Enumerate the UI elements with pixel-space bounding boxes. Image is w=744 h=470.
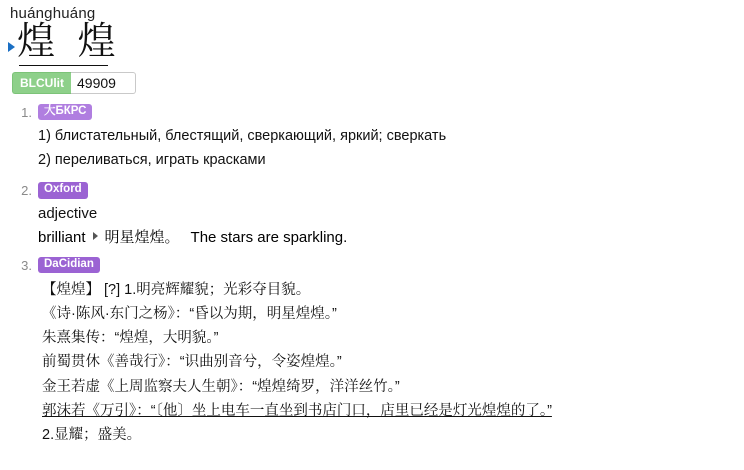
source-badge-oxford[interactable]: Oxford xyxy=(38,182,88,199)
example-play-icon[interactable] xyxy=(93,232,98,240)
frequency-value: 49909 xyxy=(71,72,136,94)
section-oxford xyxy=(8,182,736,247)
section-bkrc-body xyxy=(38,125,736,172)
section-dacidian-header xyxy=(18,257,736,274)
page-title: 煌 煌 xyxy=(17,22,122,66)
example-english: The stars are sparkling. xyxy=(190,228,348,246)
section-bkrc-header xyxy=(18,104,736,121)
section-number: 1. xyxy=(21,104,32,120)
oxford-example xyxy=(38,226,736,247)
source-badge-bkrc[interactable]: 大БКРС xyxy=(38,104,92,121)
frequency-badge xyxy=(12,72,136,94)
section-oxford-header xyxy=(18,182,736,199)
definition-line: 1) блистательный, блестящий, сверкающий, яркий; сверкать xyxy=(38,128,447,145)
part-of-speech: adjective xyxy=(38,204,98,222)
definition-line: 【煌煌】 [?] 1.明亮辉耀貌；光彩夺目貌。 xyxy=(42,282,311,299)
section-dacidian xyxy=(8,257,736,447)
section-number: 2. xyxy=(21,183,32,199)
headword-row xyxy=(8,22,736,66)
source-badge-dacidian[interactable]: DaCidian xyxy=(38,257,100,274)
citation-line: 郭沫若《万引》：“〔他〕坐上电车一直坐到书店门口，店里已经是灯光煌煌的了。” xyxy=(42,402,552,419)
definition-line: 2) переливаться, играть красками xyxy=(38,151,266,168)
citation-line: 《诗·陈风·东门之杨》：“昏以为期，明星煌煌。” xyxy=(42,306,337,323)
status-badge: BLCUlit xyxy=(12,72,71,94)
citation-line: 金王若虚《上周监察夫人生朝》：“煌煌绮罗，洋洋丝竹。” xyxy=(42,378,400,395)
section-dacidian-body xyxy=(42,278,736,446)
definition-line: 2.显耀；盛美。 xyxy=(42,426,142,443)
citation-line: 前蜀贯休《善哉行》：“识曲别音兮，令姿煌煌。” xyxy=(42,354,342,371)
section-bkrc xyxy=(8,104,736,172)
section-number: 3. xyxy=(21,257,32,273)
audio-play-icon[interactable] xyxy=(8,42,15,52)
example-chinese: 明星煌煌。 xyxy=(104,228,180,246)
pinyin-reading: huánghuáng xyxy=(10,5,96,22)
citation-line: 朱熹集传：“煌煌，大明貌。” xyxy=(42,330,219,347)
gloss-text: brilliant xyxy=(38,228,86,246)
